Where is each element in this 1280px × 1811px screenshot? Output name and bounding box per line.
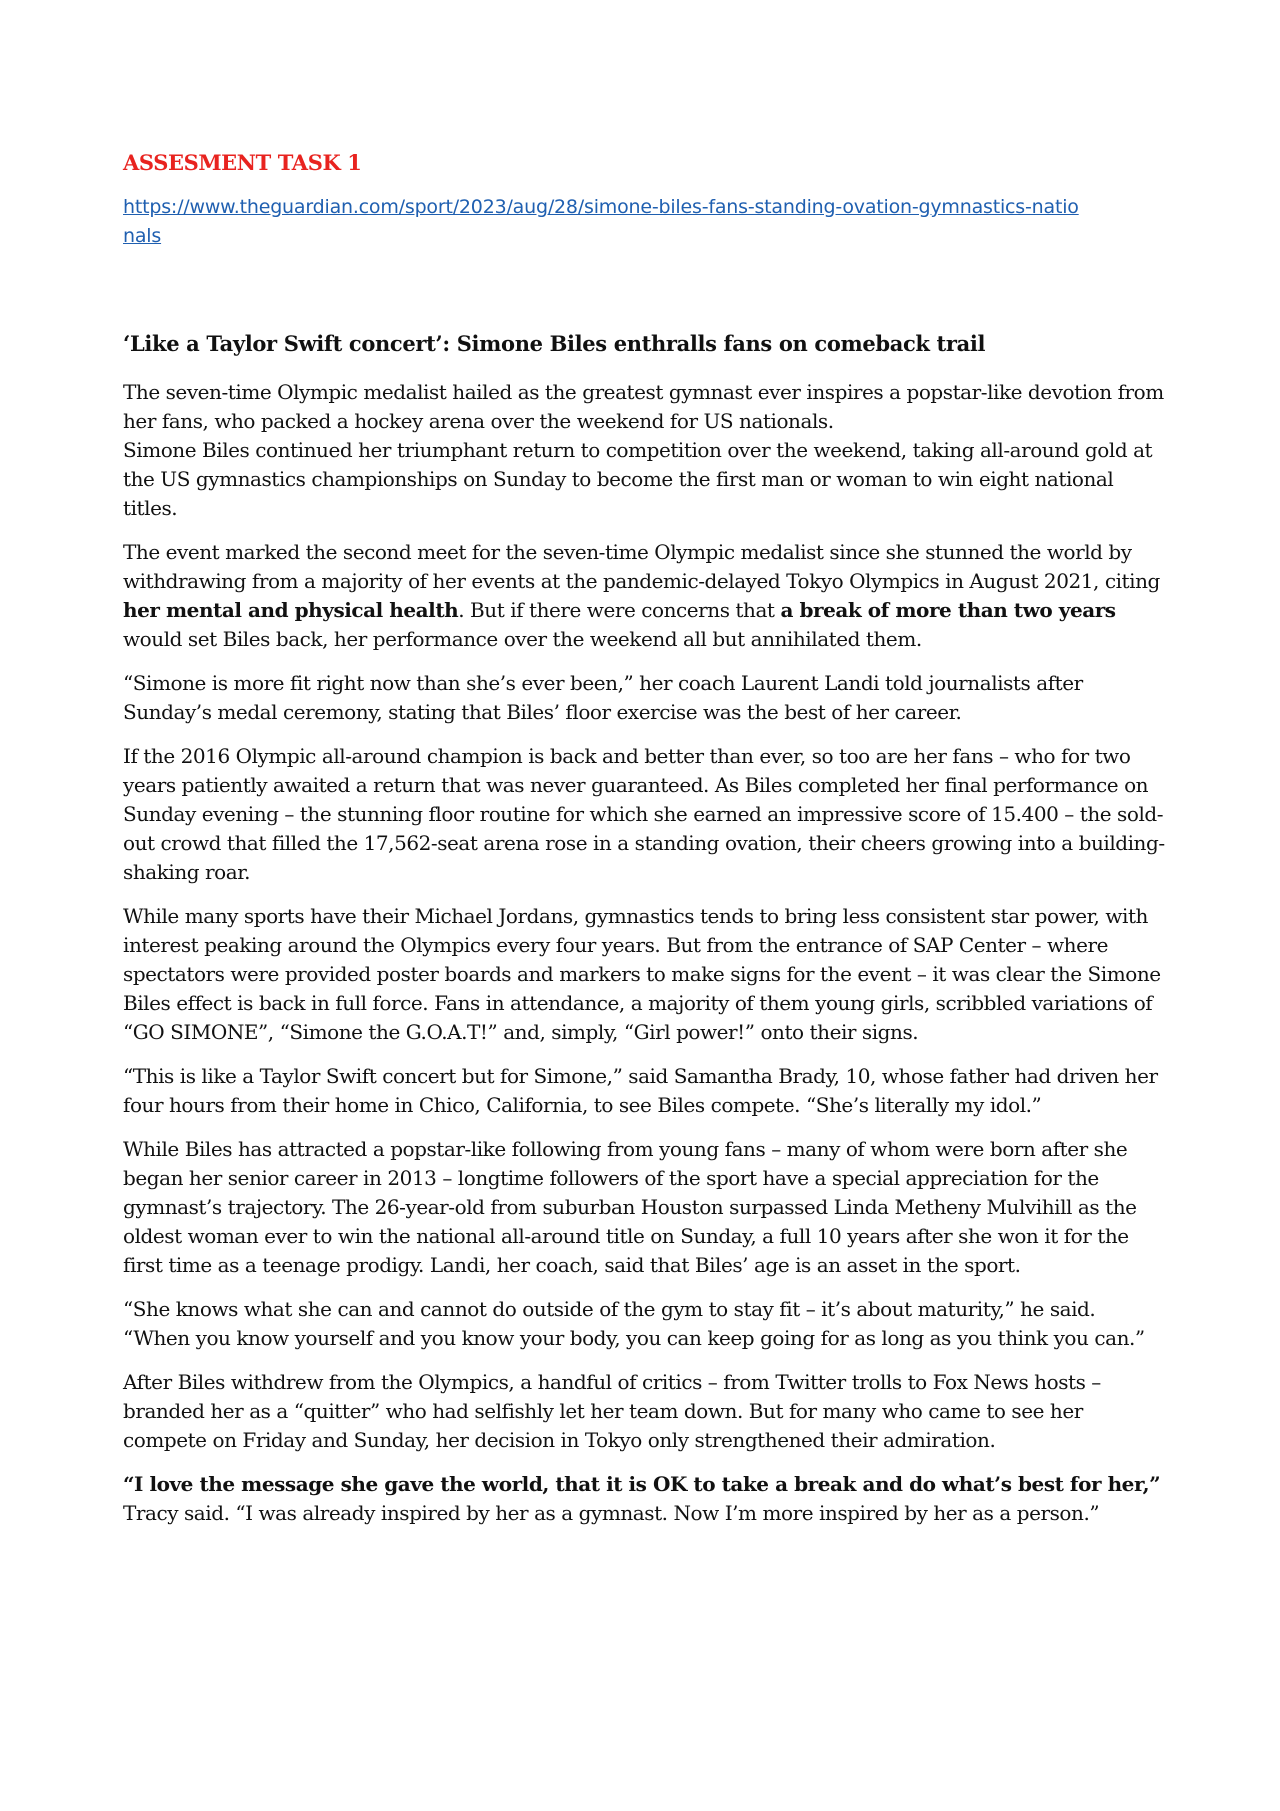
article-paragraph-5: While many sports have their Michael Jordans, gymnastics tends to bring less consistent star power, with interest peaking around the Olympics every four years. But from the entrance of SAP Center – where spectators were provided poster boards and markers to make signs for the event – it was clear the Simone Biles effect is back in full force. Fans in attendance, a majority of them young girls, scribbled variations of “GO SIMONE”, “Simone the G.O.A.T!” and, simply, “Girl power!” onto their signs. bbox=[123, 904, 1161, 1044]
bold-phrase: her mental and physical health bbox=[123, 598, 459, 622]
lead-text: Simone Biles continued her triumphant return to competition over the weekend, taking all-around gold at the US gymnastics championships on Sunday to become the first man or woman to win eight national titles. bbox=[123, 438, 1153, 520]
article-paragraph-4: If the 2016 Olympic all-around champion is back and better than ever, so too are her fans – who for two years patiently awaited a return that was never guaranteed. As Biles completed her final performance on Sunday evening – the stunning floor routine for which she earned an impressive score of 15.400 – the sold-out crowd that filled the 17,562-seat arena rose in a standing ovation, their cheers growing into a building-shaking roar. bbox=[123, 744, 1165, 884]
article-headline: ‘Like a Taylor Swift concert’: Simone Biles enthralls fans on comeback trail bbox=[123, 331, 986, 356]
source-link[interactable]: https://www.theguardian.com/sport/2023/aug/28/simone-biles-fans-standing-ovation-gymnastics-nationals bbox=[123, 196, 1079, 247]
paragraph-text: The event marked the second meet for the seven-time Olympic medalist since she stunned the world by withdrawing from a majority of her events at the pandemic-delayed Tokyo Olympics in August 2021, citing bbox=[123, 540, 1160, 593]
task-title: ASSESMENT TASK 1 bbox=[123, 150, 362, 175]
paragraph-text: would set Biles back, her performance over the weekend all but annihilated them. bbox=[123, 627, 922, 651]
paragraph-text: Tracy said. “I was already inspired by her as a gymnast. Now I’m more inspired by her as a person.” bbox=[123, 1501, 1100, 1525]
article-paragraph-8: “She knows what she can and cannot do outside of the gym to stay fit – it’s about maturity,” he said. “When you know yourself and you know your body, you can keep going for as long as you think you can.” bbox=[123, 1297, 1145, 1350]
bold-phrase: a break of more than two years bbox=[780, 598, 1116, 622]
article-paragraph-6: “This is like a Taylor Swift concert but for Simone,” said Samantha Brady, 10, whose father had driven her four hours from their home in Chico, California, to see Biles compete. “She’s literally my idol.” bbox=[123, 1064, 1158, 1117]
paragraph-text: . But if there were concerns that bbox=[458, 598, 781, 622]
article-paragraph-1 bbox=[123, 378, 1167, 523]
bold-quote: “I love the message she gave the world, that it is OK to take a break and do what’s best for her,” bbox=[123, 1472, 1161, 1496]
article-paragraph-7: While Biles has attracted a popstar-like following from young fans – many of whom were born after she began her senior career in 2013 – longtime followers of the sport have a special appreciation for the gymnast’s trajectory. The 26-year-old from suburban Houston surpassed Linda Metheny Mulvihill as the oldest woman ever to win the national all-around title on Sunday, a full 10 years after she won it for the first time as a teenage prodigy. Landi, her coach, said that Biles’ age is an asset in the sport. bbox=[123, 1137, 1137, 1277]
article-paragraph-3: “Simone is more fit right now than she’s ever been,” her coach Laurent Landi told journalists after Sunday’s medal ceremony, stating that Biles’ floor exercise was the best of her career. bbox=[123, 671, 1083, 724]
article-paragraph-9: After Biles withdrew from the Olympics, a handful of critics – from Twitter trolls to Fox News hosts – branded her as a “quitter” who had selfishly let her team down. But for many who came to see her compete on Friday and Sunday, her decision in Tokyo only strengthened their admiration. bbox=[123, 1370, 1101, 1452]
article-paragraph-10 bbox=[123, 1470, 1167, 1528]
standfirst: The seven-time Olympic medalist hailed as the greatest gymnast ever inspires a popstar-like devotion from her fans, who packed a hockey arena over the weekend for US nationals. bbox=[123, 380, 1164, 433]
article-paragraph-2 bbox=[123, 538, 1167, 654]
